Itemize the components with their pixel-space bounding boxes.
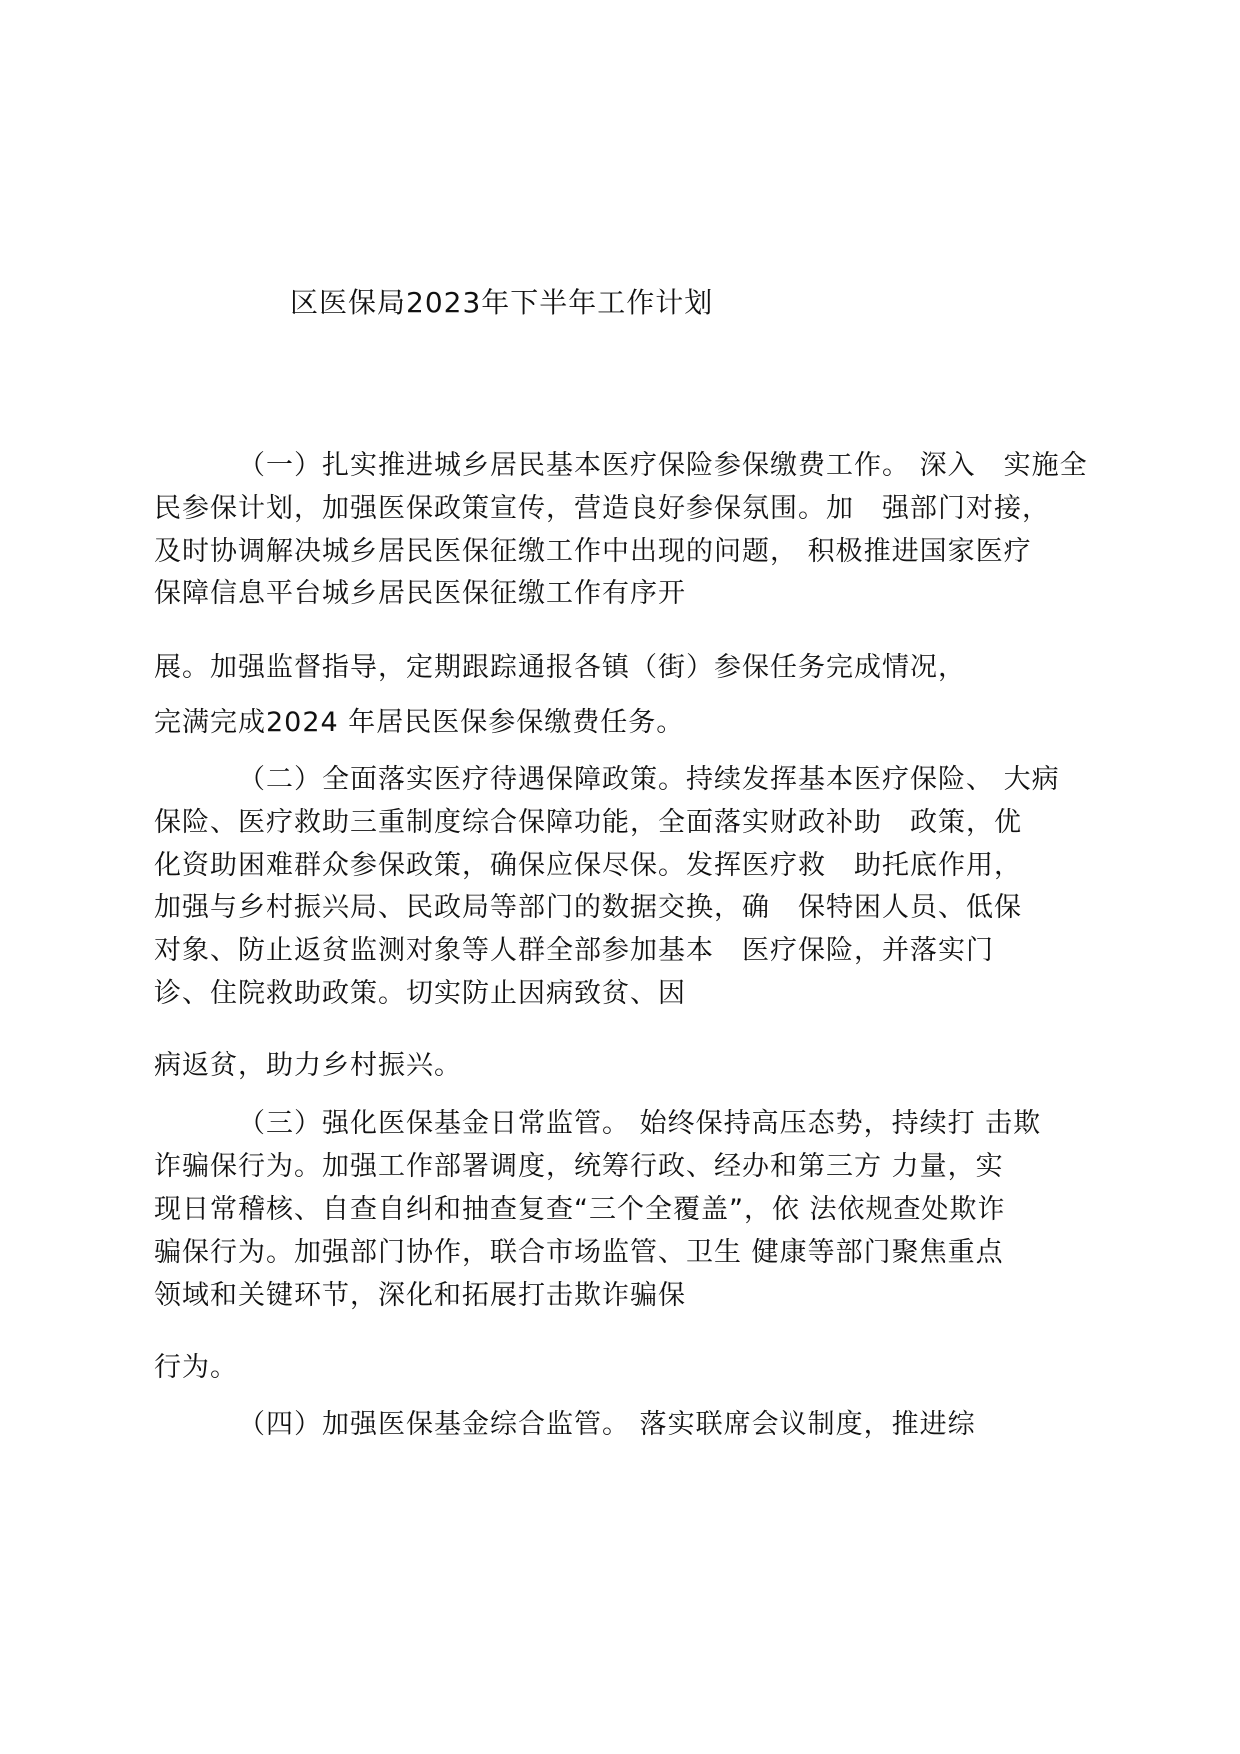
paragraph-1-line-2: 民参保计划，加强医保政策宣传，营造良好参保氛围。加 强部门对接， [154, 493, 1050, 524]
paragraph-1-line-4: 保障信息平台城乡居民医保征缴工作有序开 [154, 578, 686, 609]
paragraph-2-line-1: （二）全面落实医疗待遇保障政策。持续发挥基本医疗保险、 大病 [238, 764, 1060, 795]
paragraph-2-line-4: 加强与乡村振兴局、民政局等部门的数据交换，确 保特困人员、低保 [154, 892, 1022, 923]
paragraph-3-line-2: 诈骗保行为。加强工作部署调度，统筹行政、经办和第三方 力量，实 [154, 1151, 1004, 1182]
paragraph-3-line-3: 现日常稽核、自查自纠和抽查复查“三个全覆盖”，依 法依规查处欺诈 [154, 1194, 1006, 1225]
paragraph-3-line-1: （三）强化医保基金日常监管。 始终保持高压态势，持续打 击欺 [238, 1108, 1042, 1139]
paragraph-3-line-6: 行为。 [154, 1352, 238, 1383]
paragraph-3-line-4: 骗保行为。加强部门协作，联合市场监管、卫生 健康等部门聚焦重点 [154, 1237, 1004, 1268]
paragraph-1-line-3: 及时协调解决城乡居民医保征缴工作中出现的问题， 积极推进国家医疗 [154, 536, 1032, 567]
paragraph-2-line-7: 病返贫，助力乡村振兴。 [154, 1050, 462, 1081]
document-title: 区医保局2023年下半年工作计划 [290, 286, 714, 319]
paragraph-1-line-1: （一）扎实推进城乡居民基本医疗保险参保缴费工作。 深入 实施全 [238, 450, 1088, 481]
paragraph-2-line-6: 诊、住院救助政策。切实防止因病致贫、因 [154, 978, 686, 1009]
paragraph-2-line-2: 保险、医疗救助三重制度综合保障功能，全面落实财政补助 政策，优 [154, 807, 1022, 838]
paragraph-1-line-5: 展。加强监督指导，定期跟踪通报各镇（街）参保任务完成情况， [154, 652, 966, 683]
paragraph-1-line-6: 完满完成2024 年居民医保参保缴费任务。 [154, 707, 685, 738]
paragraph-2-line-5: 对象、防止返贫监测对象等人群全部参加基本 医疗保险，并落实门 [154, 935, 994, 966]
paragraph-4-line-1: （四）加强医保基金综合监管。 落实联席会议制度，推进综 [238, 1409, 976, 1440]
paragraph-2-line-3: 化资助困难群众参保政策，确保应保尽保。发挥医疗救 助托底作用， [154, 850, 1022, 881]
paragraph-3-line-5: 领域和关键环节，深化和拓展打击欺诈骗保 [154, 1280, 686, 1311]
